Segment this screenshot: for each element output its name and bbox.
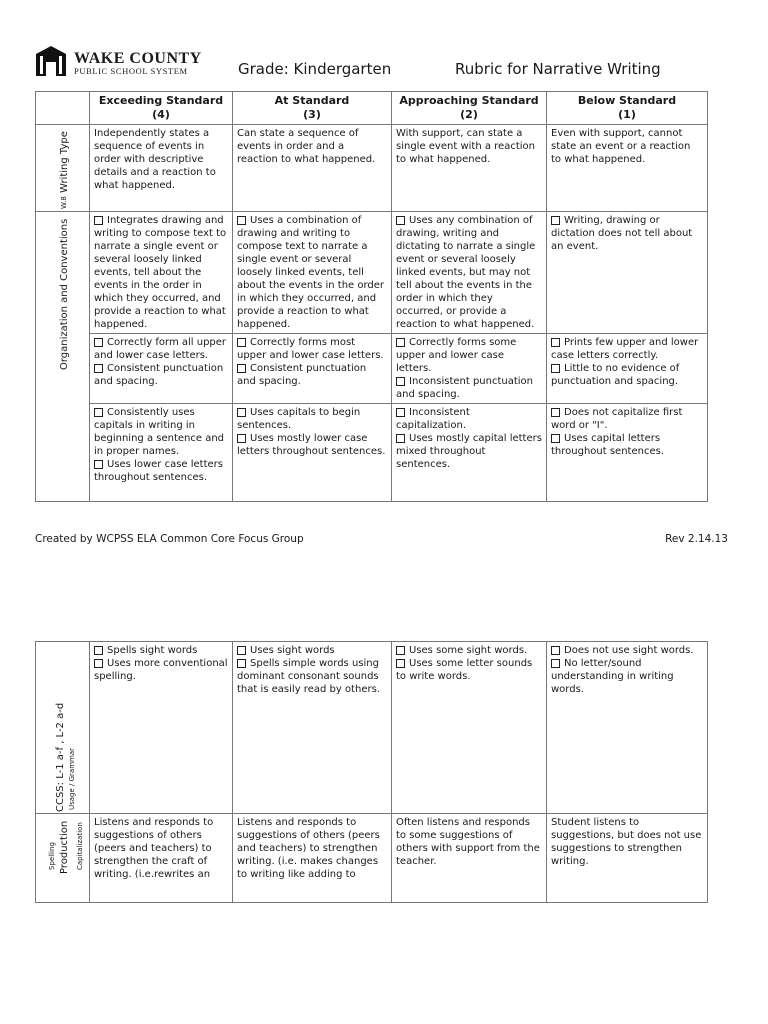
checkbox-icon[interactable] xyxy=(551,408,560,417)
checkbox-icon[interactable] xyxy=(551,646,560,655)
spelling-exceeding: Spells sight words Uses more conventional spelling. xyxy=(90,642,233,814)
spelling-below: Does not use sight words. No letter/sound understanding in writing words. xyxy=(547,642,708,814)
col-header-approaching: Approaching Standard (2) xyxy=(392,92,547,125)
production-at: Listens and responds to suggestions of others (peers and teachers) to strengthen writing. (i.e. makes changes to writing like adding to xyxy=(233,814,392,903)
rubric-table-top xyxy=(35,91,708,502)
checkbox-icon[interactable] xyxy=(396,338,405,347)
grade-label: Grade: Kindergarten xyxy=(238,60,392,78)
checkbox-icon[interactable] xyxy=(237,646,246,655)
spelling-at: Uses sight words Spells simple words using dominant consonant sounds that is easily read by others. xyxy=(233,642,392,814)
checkbox-icon[interactable] xyxy=(237,434,246,443)
checkbox-icon[interactable] xyxy=(551,659,560,668)
checkbox-icon[interactable] xyxy=(94,460,103,469)
organization-approaching: Uses any combination of drawing, writing and dictating to narrate a single event or several loosely linked events, but may not tell about the events in the order in which they occurred, or provide a reaction to what happened. xyxy=(392,212,547,334)
organization-at: Uses a combination of drawing and writing to compose text to narrate a single event or several loosely linked events, tell about the events in the order in which they occurred, and provide a reaction to what happened. xyxy=(233,212,392,334)
row-label-ccss: CCSS: L-1 a-f , L-2 a-d Usage / Grammar xyxy=(36,642,90,814)
organization-below: Writing, drawing or dictation does not tell about an event. xyxy=(547,212,708,334)
logo-line2: PUBLIC SCHOOL SYSTEM xyxy=(74,66,188,76)
footer-revision: Rev 2.14.13 xyxy=(665,533,728,545)
checkbox-icon[interactable] xyxy=(237,408,246,417)
col-header-at: At Standard (3) xyxy=(233,92,392,125)
production-approaching: Often listens and responds to some suggestions of others with support from the teacher. xyxy=(392,814,547,903)
checkbox-icon[interactable] xyxy=(94,659,103,668)
rubric-table-bottom xyxy=(35,641,708,903)
checkbox-icon[interactable] xyxy=(94,338,103,347)
checkbox-icon[interactable] xyxy=(94,408,103,417)
col-header-exceeding: Exceeding Standard (4) xyxy=(90,92,233,125)
checkbox-icon[interactable] xyxy=(396,216,405,225)
writing-type-exceeding: Independently states a sequence of events in order with descriptive details and a reaction to what happened. xyxy=(90,125,233,212)
checkbox-icon[interactable] xyxy=(237,659,246,668)
spelling-approaching: Uses some sight words. Uses some letter sounds to write words. xyxy=(392,642,547,814)
capitals-exceeding: Consistently uses capitals in writing in beginning a sentence and in proper names. Uses lower case letters throughout sentences. xyxy=(90,404,233,502)
writing-type-at: Can state a sequence of events in order and a reaction to what happened. xyxy=(233,125,392,212)
production-exceeding: Listens and responds to suggestions of others (peers and teachers) to strengthen the craft of writing. (i.e.rewrites an xyxy=(90,814,233,903)
letters-at: Correctly forms most upper and lower case letters. Consistent punctuation and spacing. xyxy=(233,334,392,404)
capitals-at: Uses capitals to begin sentences. Uses mostly lower case letters throughout sentences. xyxy=(233,404,392,502)
col-header-below: Below Standard (1) xyxy=(547,92,708,125)
checkbox-icon[interactable] xyxy=(551,338,560,347)
checkbox-icon[interactable] xyxy=(94,646,103,655)
checkbox-icon[interactable] xyxy=(396,659,405,668)
capitals-approaching: Inconsistent capitalization. Uses mostly capital letters mixed throughout sentences. xyxy=(392,404,547,502)
wcpss-logo xyxy=(34,46,204,78)
checkbox-icon[interactable] xyxy=(396,377,405,386)
corner-cell xyxy=(36,92,90,125)
checkbox-icon[interactable] xyxy=(551,434,560,443)
organization-exceeding: Integrates drawing and writing to compose text to narrate a single event or several loosely linked events, tell about the events in the order in which they occurred, and provide a reaction to what happened. xyxy=(90,212,233,334)
rubric-title: Rubric for Narrative Writing xyxy=(455,60,661,78)
checkbox-icon[interactable] xyxy=(94,364,103,373)
writing-type-below: Even with support, cannot state an event or a reaction to what happened. xyxy=(547,125,708,212)
row-label-production: Production Spelling Capitalization xyxy=(36,814,90,903)
letters-below: Prints few upper and lower case letters correctly. Little to no evidence of punctuation and spacing. xyxy=(547,334,708,404)
checkbox-icon[interactable] xyxy=(396,434,405,443)
row-label-organization: Organization and Conventions xyxy=(36,212,90,502)
capitals-below: Does not capitalize first word or "I". Uses capital letters throughout sentences. xyxy=(547,404,708,502)
checkbox-icon[interactable] xyxy=(237,364,246,373)
letters-exceeding: Correctly form all upper and lower case letters. Consistent punctuation and spacing. xyxy=(90,334,233,404)
checkbox-icon[interactable] xyxy=(396,408,405,417)
production-below: Student listens to suggestions, but does not use suggestions to strengthen writing. xyxy=(547,814,708,903)
footer-created-by: Created by WCPSS ELA Common Core Focus Group xyxy=(35,533,304,545)
checkbox-icon[interactable] xyxy=(396,646,405,655)
checkbox-icon[interactable] xyxy=(551,216,560,225)
checkbox-icon[interactable] xyxy=(551,364,560,373)
checkbox-icon[interactable] xyxy=(94,216,103,225)
letters-approaching: Correctly forms some upper and lower case letters. Inconsistent punctuation and spacing. xyxy=(392,334,547,404)
writing-type-approaching: With support, can state a single event with a reaction to what happened. xyxy=(392,125,547,212)
checkbox-icon[interactable] xyxy=(237,338,246,347)
logo-line1: WAKE COUNTY xyxy=(74,50,202,67)
row-label-writing-type: Writing Type W.8 xyxy=(36,125,90,212)
school-building-icon xyxy=(34,46,68,76)
checkbox-icon[interactable] xyxy=(237,216,246,225)
